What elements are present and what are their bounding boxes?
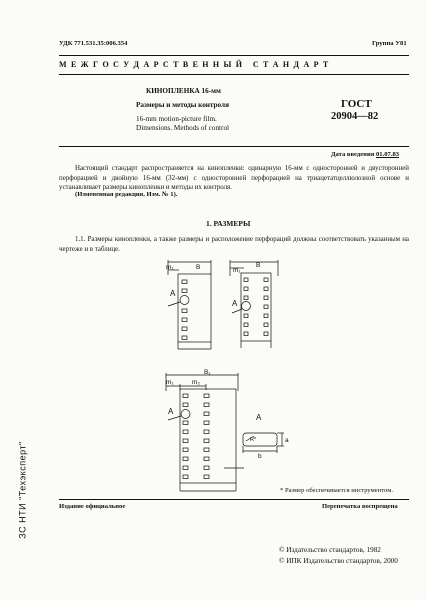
label-b-small-detail: b — [258, 453, 262, 460]
label-a-fig1: A — [170, 289, 176, 298]
amendment-note: (Измененная редакция, Изм. № 1). — [75, 191, 178, 198]
gost-number: 20904—82 — [331, 111, 379, 122]
label-a-fig2: A — [232, 299, 238, 308]
section-heading: 1. РАЗМЕРЫ — [206, 219, 251, 228]
perforations-column — [182, 280, 187, 340]
perforations-left — [244, 278, 248, 336]
label-m1-fig1: m₁ — [166, 264, 174, 271]
perforations-right — [264, 278, 268, 336]
document-title-en: 16-mm motion-picture film. — [136, 115, 217, 123]
reprint-prohibited: Перепечатка воспрещена — [322, 503, 398, 510]
label-a-fig3: A — [168, 407, 174, 416]
gost-label: ГОСТ — [341, 98, 372, 110]
label-m2-fig3: m₂ — [192, 379, 200, 386]
section-paragraph: 1.1. Размеры кинопленки, а также размеры и расположение перфораций должны соответствовать указанным на чертеже и в таблице. — [59, 236, 409, 253]
drawing-footnote: * Размер обеспечивается инструментом. — [280, 487, 394, 494]
label-a-detail: A — [256, 413, 262, 422]
perforations-middle-32mm — [204, 394, 209, 479]
document-title: КИНОПЛЕНКА 16-мм — [146, 87, 221, 95]
intro-paragraph: Настоящий стандарт распространяется на кинопленки: одинарную 16-мм с односторонней и двусторонней перфорацией и двойную 16-мм (32-мм) с односторонней перфорацией на триацетатцеллюлозной основе и устанавливает размеры кинопленки и методы их контроля. — [59, 165, 409, 192]
copyright-1982: © Издательство стандартов, 1982 — [279, 546, 381, 554]
label-b-fig2: B — [256, 262, 261, 269]
udk-code: УДК 771.531.35:006.354 — [59, 40, 128, 47]
official-edition: Издание официальное — [59, 503, 126, 510]
effective-date: 01.07.83 — [375, 151, 400, 158]
group-code: Группа У81 — [372, 40, 407, 47]
document-subtitle-en: Dimensions. Methods of control — [136, 124, 230, 132]
footer-rule — [59, 499, 409, 500]
standard-banner: М Е Ж Г О С У Д А Р С Т В Е Н Н Ы Й С Т А Н Д А Р Т — [59, 60, 330, 69]
label-r-detail: R* — [250, 437, 257, 443]
label-m1-fig3: m₁ — [166, 379, 174, 386]
film-strip-double-32mm — [166, 373, 244, 491]
label-b1-fig3: B₁ — [204, 369, 211, 376]
label-b-fig1: B — [196, 264, 201, 271]
perforation-detail-a — [243, 433, 284, 453]
film-strip-single-perforation — [168, 260, 211, 349]
document-subtitle: Размеры и методы контроля — [136, 101, 229, 109]
perforations-left-32mm — [183, 394, 188, 479]
side-stamp: ЗС НТИ "Техэксперт" — [17, 441, 28, 539]
effective-date-label: Дата введения — [331, 151, 375, 158]
label-a-small-detail: a — [285, 437, 289, 444]
copyright-2000: © ИПК Издательство стандартов, 2000 — [279, 557, 398, 565]
label-m1-fig2: m₁ — [233, 267, 241, 274]
